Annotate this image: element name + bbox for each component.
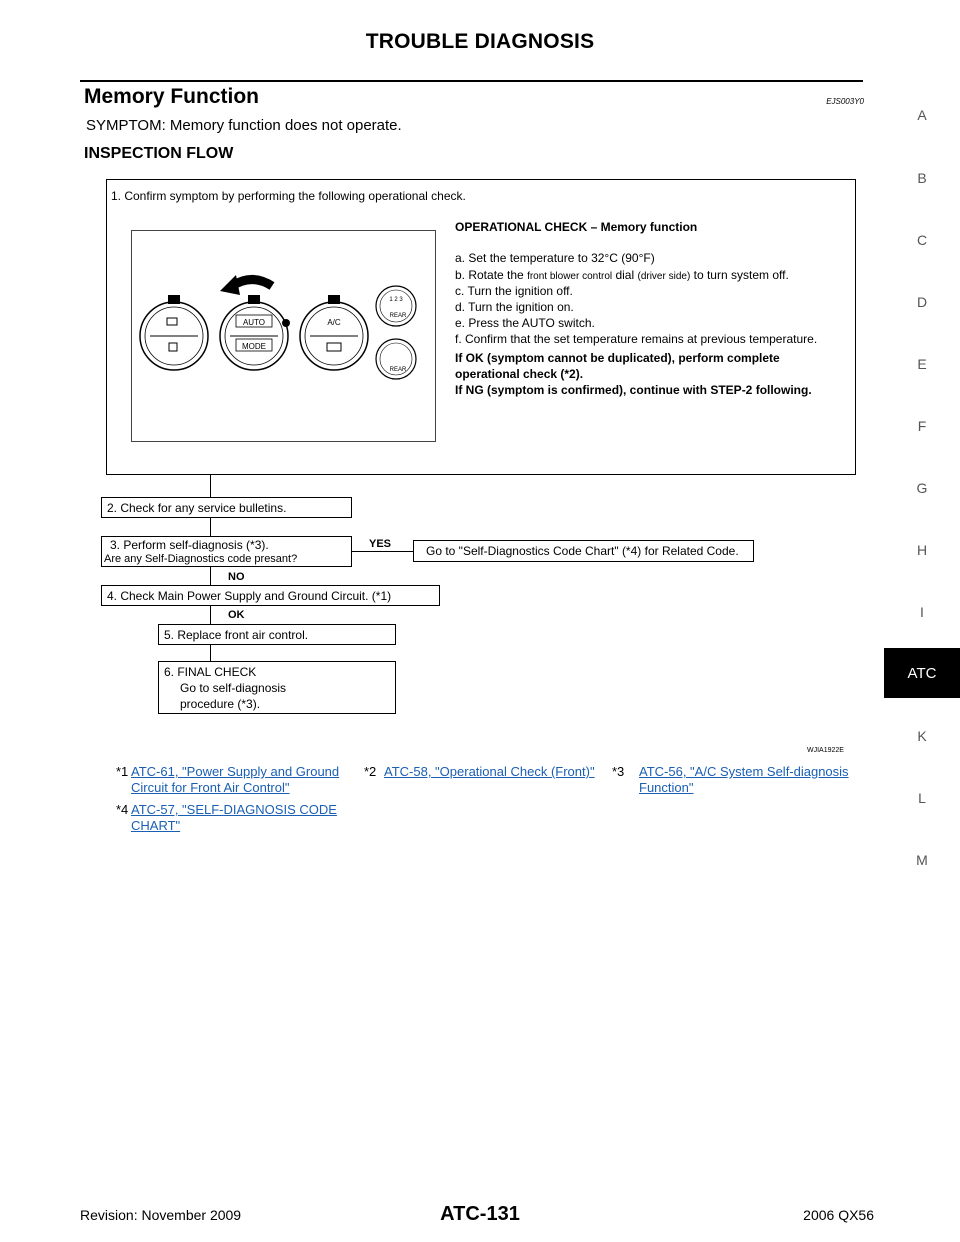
rear-label-top: REAR xyxy=(389,313,407,319)
page-header-title: TROUBLE DIAGNOSIS xyxy=(365,30,595,53)
op-step-e: e. Press the AUTO switch. xyxy=(455,316,595,330)
connector-2-3 xyxy=(210,518,211,536)
control-panel-drawing xyxy=(132,231,435,441)
connector-5-6 xyxy=(210,645,211,661)
footer-revision: Revision: November 2009 xyxy=(80,1207,242,1223)
section-title: Memory Function xyxy=(84,85,260,108)
step1-text: 1. Confirm symptom by performing the following operational check. xyxy=(111,189,466,203)
auto-label: AUTO xyxy=(242,318,266,327)
left-dial-icon xyxy=(140,295,208,370)
ref-1-line2[interactable]: Circuit for Front Air Control" xyxy=(131,780,290,795)
op-step-b-dial: dial xyxy=(615,268,635,282)
op-step-b-control: front blower control xyxy=(527,271,613,282)
ref-3-label: *3 xyxy=(612,764,625,779)
op-step-f: f. Confirm that the set temperature remains at previous temperature. xyxy=(455,332,818,346)
center-dial-icon xyxy=(220,295,290,370)
footer-page-number: ATC-131 xyxy=(440,1203,520,1225)
side-index-f[interactable]: F xyxy=(917,418,927,434)
op-step-b-suffix: to turn system off. xyxy=(693,268,789,282)
side-index-a[interactable]: A xyxy=(917,107,927,123)
side-index-b[interactable]: B xyxy=(917,170,927,186)
op-check-title: OPERATIONAL CHECK – Memory function xyxy=(455,220,698,234)
op-step-a: a. Set the temperature to 32°C (90°F) xyxy=(455,251,655,265)
mode-label: MODE xyxy=(242,342,266,351)
op-step-c: c. Turn the ignition off. xyxy=(455,284,573,298)
ac-label: A/C xyxy=(327,318,341,327)
connector-4-5 xyxy=(210,606,211,624)
footer-model: 2006 QX56 xyxy=(803,1207,874,1223)
side-index-g[interactable]: G xyxy=(916,480,928,496)
side-index-e[interactable]: E xyxy=(917,356,927,372)
ref-4-link[interactable] xyxy=(131,802,337,834)
side-index-active-atc[interactable]: ATC xyxy=(884,648,960,698)
ref-4-line2[interactable]: CHART" xyxy=(131,818,181,833)
rear-digits: 1 2 3 xyxy=(389,297,403,303)
step3-line2: Are any Self-Diagnostics code presant? xyxy=(104,553,298,565)
yes-connector xyxy=(352,551,413,552)
section-code: EJS003Y0 xyxy=(826,97,864,106)
side-index-i[interactable]: I xyxy=(920,604,924,620)
side-index-k[interactable]: K xyxy=(917,728,927,744)
connector-3-4 xyxy=(210,567,211,585)
step6-line3: procedure (*3). xyxy=(180,697,261,711)
ref-3-line2[interactable]: Function" xyxy=(639,780,694,795)
header-divider xyxy=(80,80,863,82)
inspection-flow-heading: INSPECTION FLOW xyxy=(84,145,234,162)
op-step-b-side: (driver side) xyxy=(637,271,691,282)
ok-label: OK xyxy=(228,609,245,621)
right-dial-icon xyxy=(300,295,368,370)
yes-result-text: Go to "Self-Diagnostics Code Chart" (*4) for Related Code. xyxy=(426,544,739,558)
ref-4-line1[interactable]: ATC-57, "SELF-DIAGNOSIS CODE xyxy=(131,802,337,817)
side-index-d[interactable]: D xyxy=(916,294,928,310)
step4-text: 4. Check Main Power Supply and Ground Circuit. (*1) xyxy=(107,589,392,603)
rear-dial-bottom-icon xyxy=(376,339,416,379)
yes-label: YES xyxy=(369,538,392,550)
ref-3-link[interactable] xyxy=(639,764,849,796)
side-index-m[interactable]: M xyxy=(916,852,928,868)
op-ok-line1: If OK (symptom cannot be duplicated), perform complete xyxy=(455,351,780,365)
ref-4-label: *4 xyxy=(116,802,129,817)
control-panel-figure xyxy=(131,230,436,442)
ref-2-link[interactable] xyxy=(384,764,595,780)
side-index-l[interactable]: L xyxy=(918,790,926,806)
step6-line1: 6. FINAL CHECK xyxy=(164,665,257,679)
rear-label-bottom: REAR xyxy=(389,367,407,373)
rear-dial-top-icon xyxy=(376,286,416,326)
ref-2-line1[interactable]: ATC-58, "Operational Check (Front)" xyxy=(384,764,595,779)
op-step-d: d. Turn the ignition on. xyxy=(455,300,574,314)
op-step-b xyxy=(455,268,789,282)
op-step-b-prefix: b. Rotate the xyxy=(455,268,524,282)
ref-3-line1[interactable]: ATC-56, "A/C System Self-diagnosis xyxy=(639,764,849,779)
no-label: NO xyxy=(228,571,245,583)
step5-text: 5. Replace front air control. xyxy=(164,628,309,642)
figure-code: WJIA1922E xyxy=(807,747,844,754)
symptom-text: SYMPTOM: Memory function does not operate. xyxy=(86,117,402,134)
arrow-head-icon xyxy=(220,275,240,295)
step6-line2: Go to self-diagnosis xyxy=(180,681,287,695)
side-index-c[interactable]: C xyxy=(916,232,928,248)
ref-1-label: *1 xyxy=(116,764,129,779)
ref-1-line1[interactable]: ATC-61, "Power Supply and Ground xyxy=(131,764,340,779)
op-ok-line2: operational check (*2). xyxy=(455,367,584,381)
ref-1-link[interactable] xyxy=(131,764,339,796)
ref-2-label: *2 xyxy=(364,764,377,779)
step3-line1: 3. Perform self-diagnosis (*3). xyxy=(110,538,269,552)
step2-text: 2. Check for any service bulletins. xyxy=(107,501,287,515)
side-index-h[interactable]: H xyxy=(916,542,928,558)
connector-1-2 xyxy=(210,475,211,497)
op-ng-line: If NG (symptom is confirmed), continue with STEP-2 following. xyxy=(455,383,812,397)
